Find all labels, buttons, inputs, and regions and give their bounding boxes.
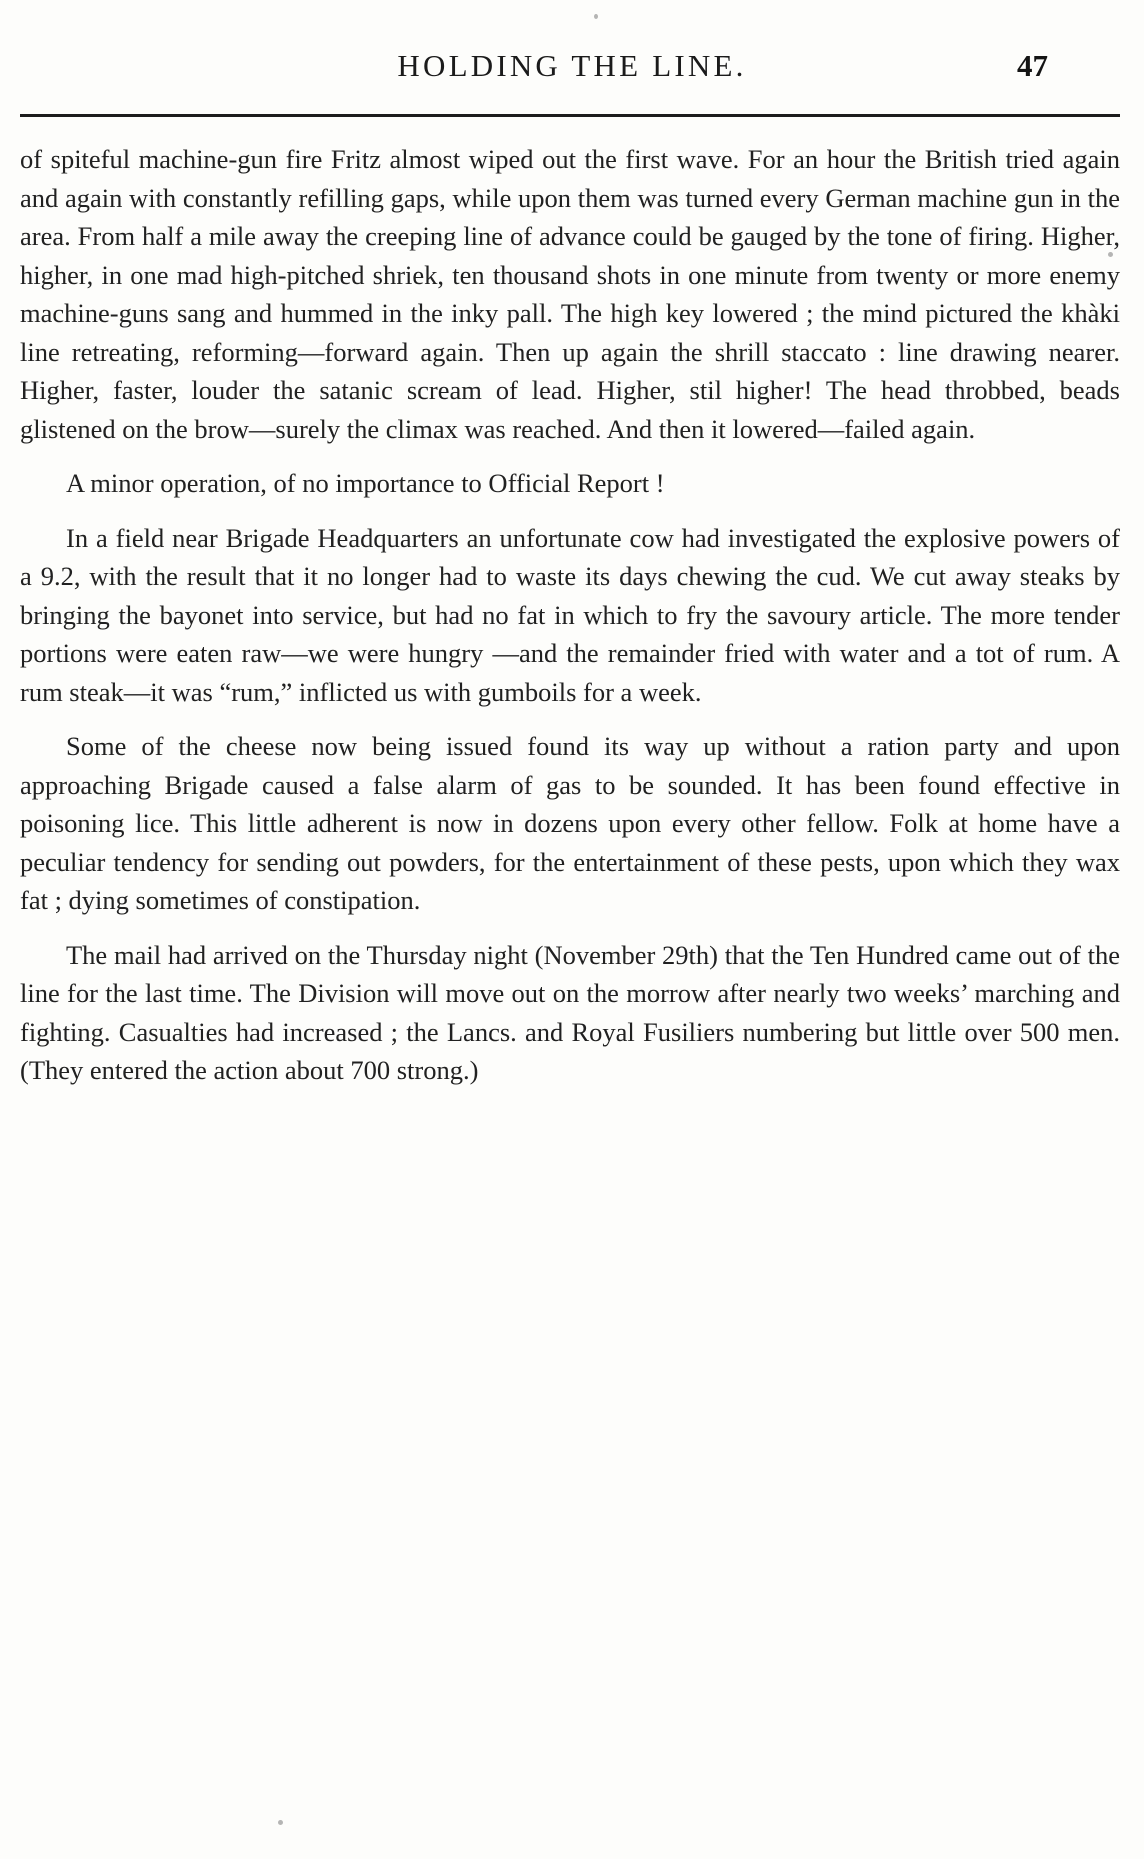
paragraph: Some of the cheese now being issued found its way up without a ration party and upon approaching Brigade caused a false alarm of gas to be sounded. It has been found effective in poisoning lice. This little adherent is now in dozens upon every other fellow. Folk at home have a peculiar tendency for sending out powders, for the entertainment of these pests, upon which they wax fat ; dying sometimes of constipation. [20, 731, 1120, 915]
page-number: 47 [1017, 48, 1048, 83]
text-column [20, 140, 1120, 1108]
print-speck-icon [278, 1820, 283, 1825]
paragraph: A minor operation, of no importance to Official Report ! [66, 468, 665, 498]
paragraph: of spiteful machine-gun fire Fritz almost wiped out the first wave. For an hour the British tried again and again with constantly refilling gaps, while upon them was turned every German machine gun in the area. From half a mile away the creeping line of advance could be gauged by the tone of firing. Higher, higher, in one mad high-pitched shriek, ten thousand shots in one minute from twenty or more enemy machine-guns sang and hummed in the inky pall. The high key lowered ; the mind pictured the khàki line retreating, reforming—forward again. Then up again the shrill staccato : line drawing nearer. Higher, faster, louder the satanic scream of lead. Higher, stil higher! The head throbbed, beads glistened on the brow—surely the climax was reached. And then it lowered—failed again. [20, 144, 1120, 444]
header-divider [20, 114, 1120, 117]
print-speck-icon [1108, 252, 1113, 257]
page-title: HOLDING THE LINE. [397, 48, 747, 83]
running-header [18, 48, 1126, 92]
print-speck-icon [594, 14, 598, 19]
paragraph: In a field near Brigade Headquarters an unfortunate cow had investigated the explosive powers of a 9.2, with the result that it no longer had to waste its days chewing the cud. We cut away steaks by bringing the bayonet into service, but had no fat in which to fry the savoury article. The more tender portions were eaten raw—we were hungry —and the remainder fried with water and a tot of rum. A rum steak—it was “rum,” inflicted us with gumboils for a week. [20, 522, 1120, 707]
paragraph: The mail had arrived on the Thursday night (November 29th) that the Ten Hundred came out of the line for the last time. The Division will move out on the morrow after nearly two weeks’ marching and fighting. Casualties had increased ; the Lancs. and Royal Fusiliers numbering but little over 500 men. (They entered the action about 700 strong.) [20, 939, 1120, 1085]
